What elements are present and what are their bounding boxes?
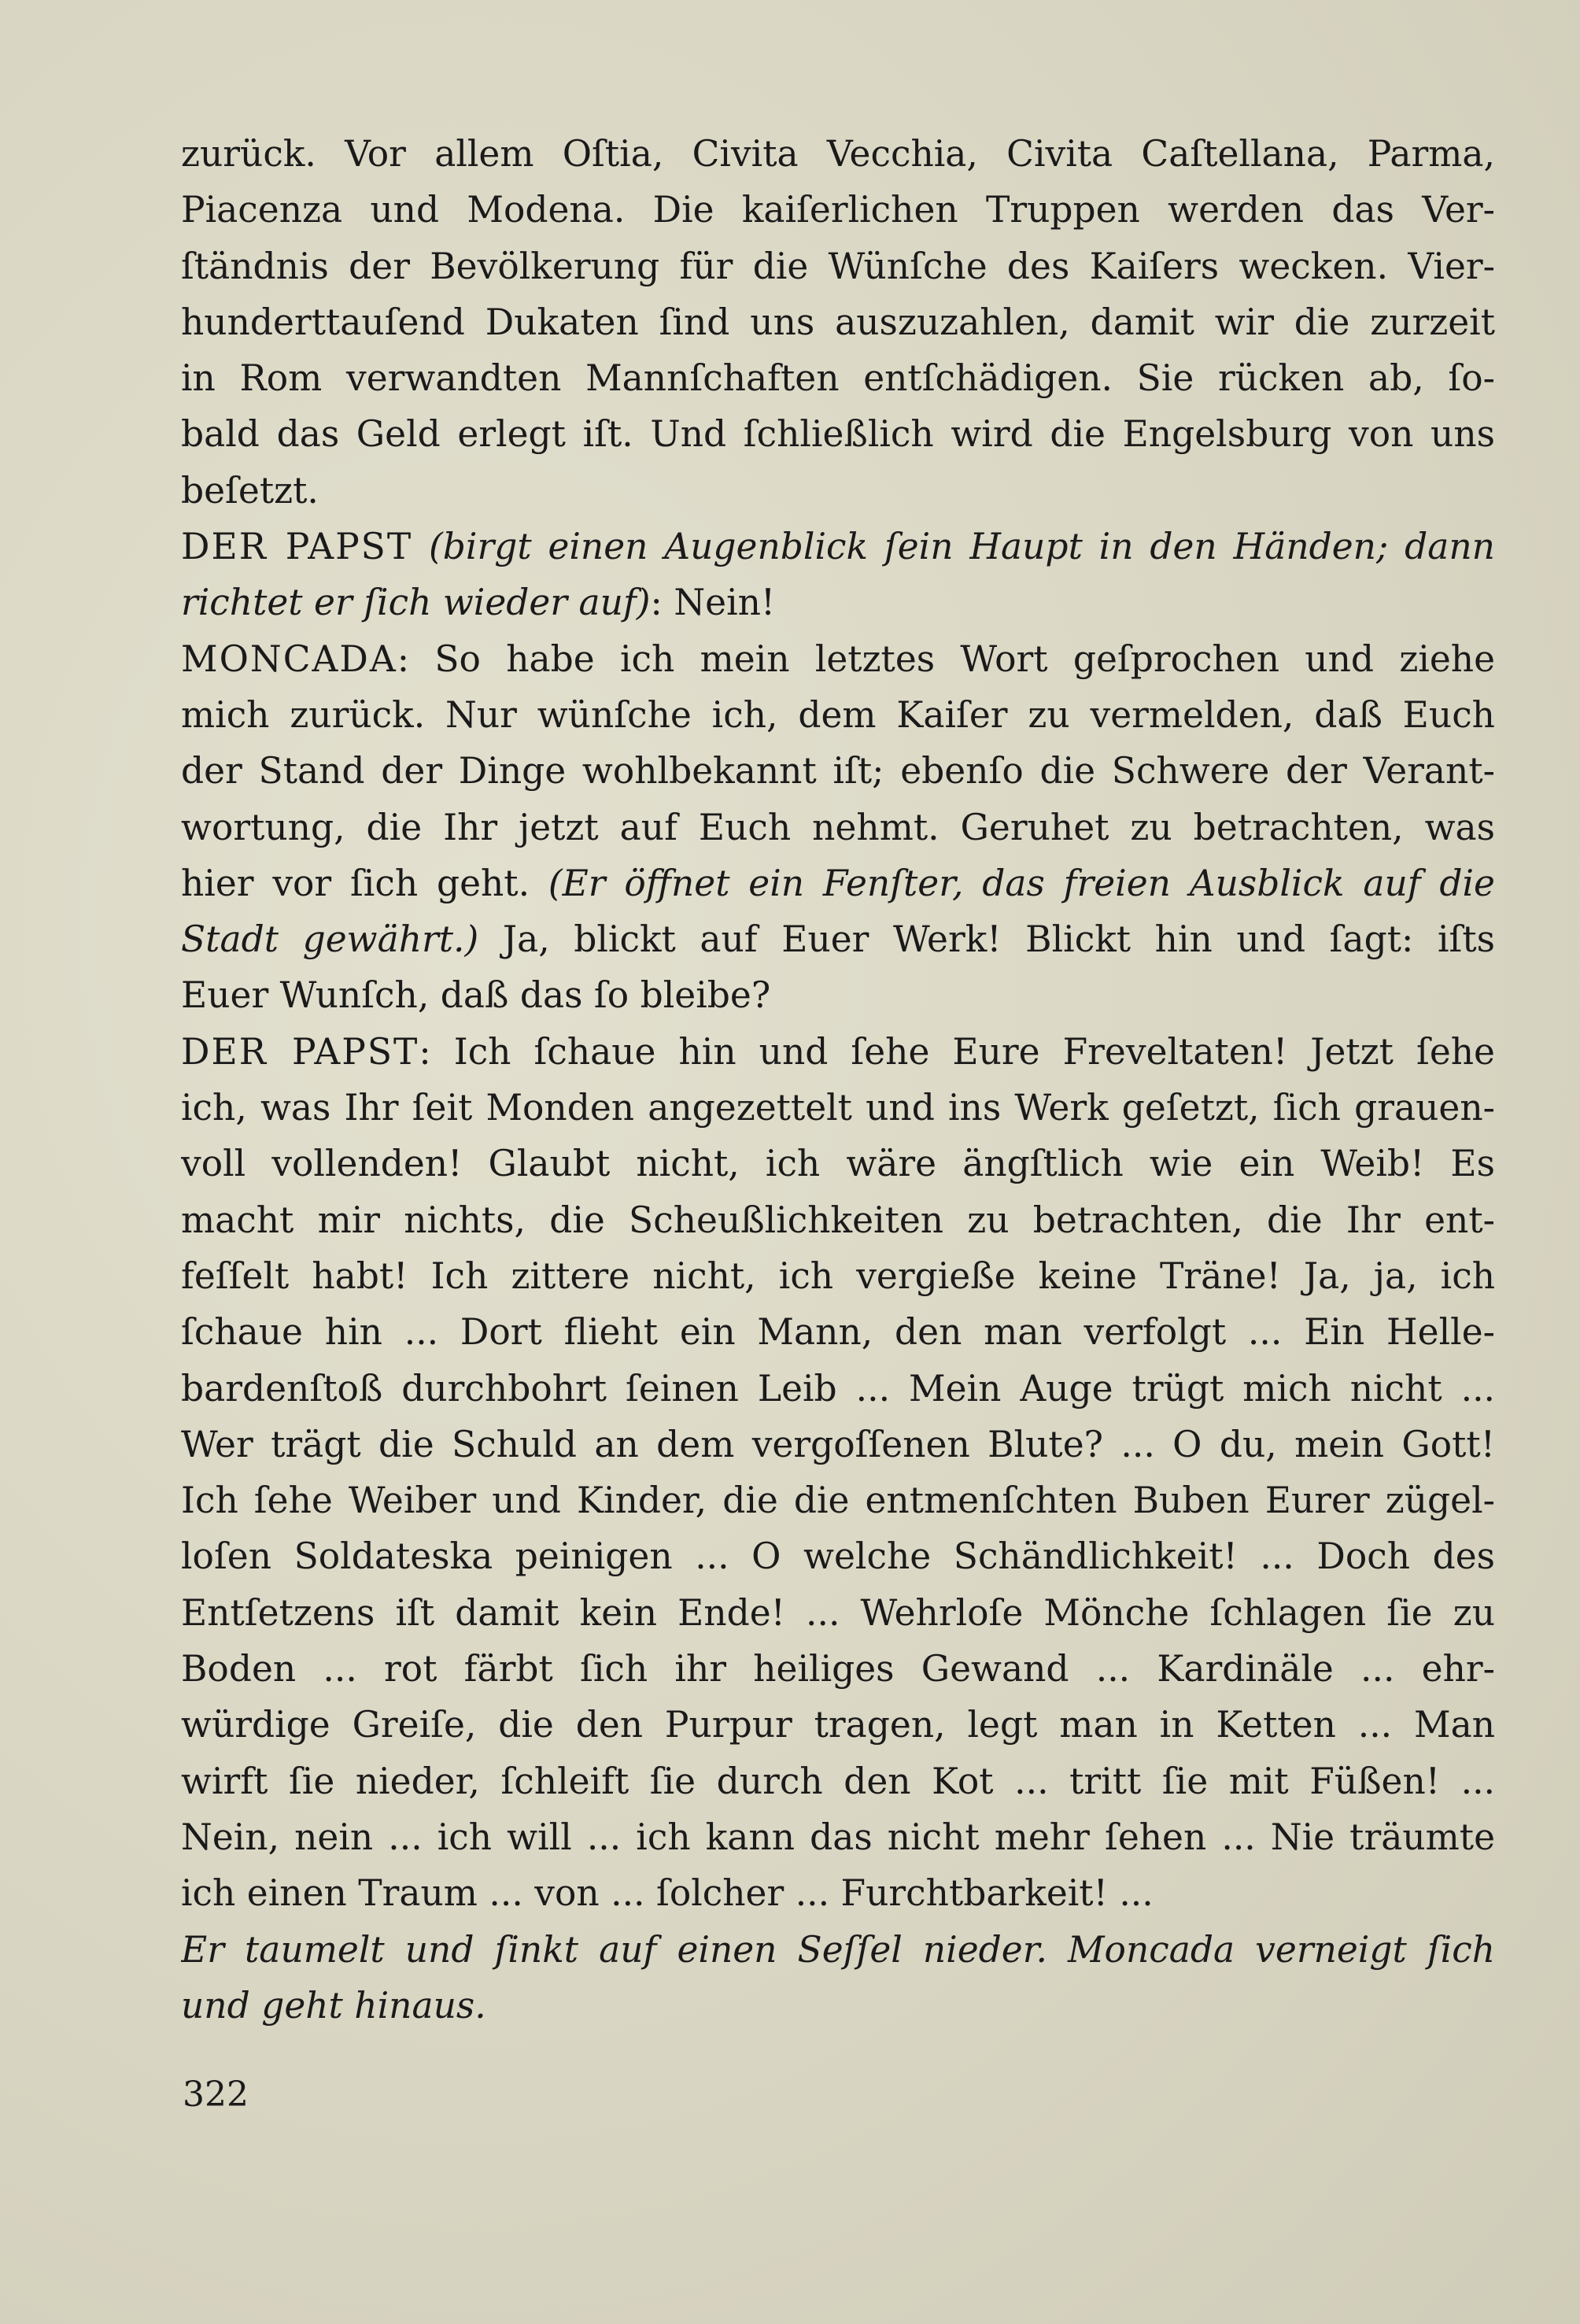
text-line: macht mir nichts, die Scheußlichkeiten zu betrachten, die Ihr ent- <box>181 1199 1495 1241</box>
speech-line <box>181 631 1495 687</box>
text-line: Nein, nein ... ich will ... ich kann das nicht mehr ſehen ... Nie träumte <box>181 1816 1495 1858</box>
text-line: hunderttauſend Dukaten ſind uns auszuzahlen, damit wir die zurzeit <box>181 301 1495 343</box>
stage-direction: Stadt gewährt.) <box>181 918 479 961</box>
speech-text: Ja, blickt auf Euer Werk! Blickt hin und ſagt: iſts <box>502 918 1495 961</box>
text-line: bald das Geld erlegt iſt. Und ſchließlich wird die Engelsburg von uns <box>181 413 1495 456</box>
text-line: der Stand der Dinge wohlbekannt iſt; ebenſo die Schwere der Verant- <box>181 750 1495 793</box>
speaker-name: DER PAPST <box>181 1030 419 1073</box>
text-line: feſſelt habt! Ich zittere nicht, ich vergieße keine Träne! Ja, ja, ich <box>181 1254 1495 1297</box>
speech-line <box>181 911 1495 967</box>
speech-text: : So habe ich mein letztes Wort geſprochen und ziehe <box>397 637 1495 680</box>
text-line: wortung, die Ihr jetzt auf Euch nehmt. Geruhet zu betrachten, was <box>181 806 1495 848</box>
speech-text: : Ich ſchaue hin und ſehe Eure Freveltaten! Jetzt ſehe <box>419 1030 1495 1073</box>
speech-line <box>181 575 1495 630</box>
stage-direction: richtet er ſich wieder auf) <box>181 582 651 624</box>
body-text <box>181 126 1495 2034</box>
speech-line <box>181 1024 1495 1080</box>
text-line: beſetzt. <box>181 469 319 512</box>
text-line: zurück. Vor allem Oſtia, Civita Vecchia, Civita Caſtellana, Parma, <box>181 133 1495 175</box>
speech-line <box>181 855 1495 911</box>
text-line: Euer Wunſch, daß das ſo bleibe? <box>181 974 771 1017</box>
text-line: loſen Soldateska peinigen ... O welche Schändlichkeit! ... Doch des <box>181 1535 1495 1578</box>
text-line: in Rom verwandten Mannſchaften entſchädigen. Sie rücken ab, ſo- <box>181 357 1495 400</box>
page-number: 322 <box>183 2075 249 2115</box>
text-line: Wer trägt die Schuld an dem vergoſſenen Blute? ... O du, mein Gott! <box>181 1423 1495 1465</box>
speech-text: hier vor ſich geht. <box>181 862 530 904</box>
text-line: bardenſtoß durchbohrt ſeinen Leib ... Mein Auge trügt mich nicht ... <box>181 1367 1495 1410</box>
text-line: wirft ſie nieder, ſchleift ſie durch den Kot ... tritt ſie mit Füßen! ... <box>181 1760 1495 1802</box>
text-line: Entſetzens iſt damit kein Ende! ... Wehrloſe Mönche ſchlagen ſie zu <box>181 1591 1495 1634</box>
stage-direction: und geht hinaus. <box>181 1984 486 2027</box>
text-line: würdige Greiſe, die den Purpur tragen, legt man in Ketten ... Man <box>181 1704 1495 1746</box>
speech-text: : Nein! <box>650 582 776 624</box>
speaker-name: MONCADA <box>181 637 397 680</box>
text-line: ich, was Ihr ſeit Monden angezettelt und ins Werk geſetzt, ſich grauen- <box>181 1087 1495 1129</box>
text-line: ſchaue hin ... Dort flieht ein Mann, den man verfolgt ... Ein Helle- <box>181 1311 1495 1354</box>
stage-direction: (birgt einen Augenblick ſein Haupt in den Händen; dann <box>429 526 1495 568</box>
text-line: mich zurück. Nur wünſche ich, dem Kaiſer zu vermelden, daß Euch <box>181 693 1495 736</box>
text-line: ich einen Traum ... von ... ſolcher ... Furchtbarkeit! ... <box>181 1872 1154 1915</box>
text-line: ſtändnis der Bevölkerung für die Wünſche des Kaiſers wecken. Vier- <box>181 245 1495 287</box>
text-line: Ich ſehe Weiber und Kinder, die die entmenſchten Buben Eurer zügel- <box>181 1480 1495 1522</box>
stage-direction: Er taumelt und ſinkt auf einen Seſſel nieder. Moncada verneigt ſich <box>181 1928 1495 1971</box>
text-line: Boden ... rot färbt ſich ihr heiliges Gewand ... Kardinäle ... ehr- <box>181 1648 1495 1690</box>
text-line: voll vollenden! Glaubt nicht, ich wäre ängſtlich wie ein Weib! Es <box>181 1143 1495 1185</box>
speaker-name: DER PAPST <box>181 526 413 568</box>
speech-line <box>181 519 1495 575</box>
text-line: Piacenza und Modena. Die kaiſerlichen Truppen werden das Ver- <box>181 189 1495 231</box>
stage-direction: (Er öffnet ein Fenſter, das freien Ausblick auf die <box>548 862 1495 904</box>
